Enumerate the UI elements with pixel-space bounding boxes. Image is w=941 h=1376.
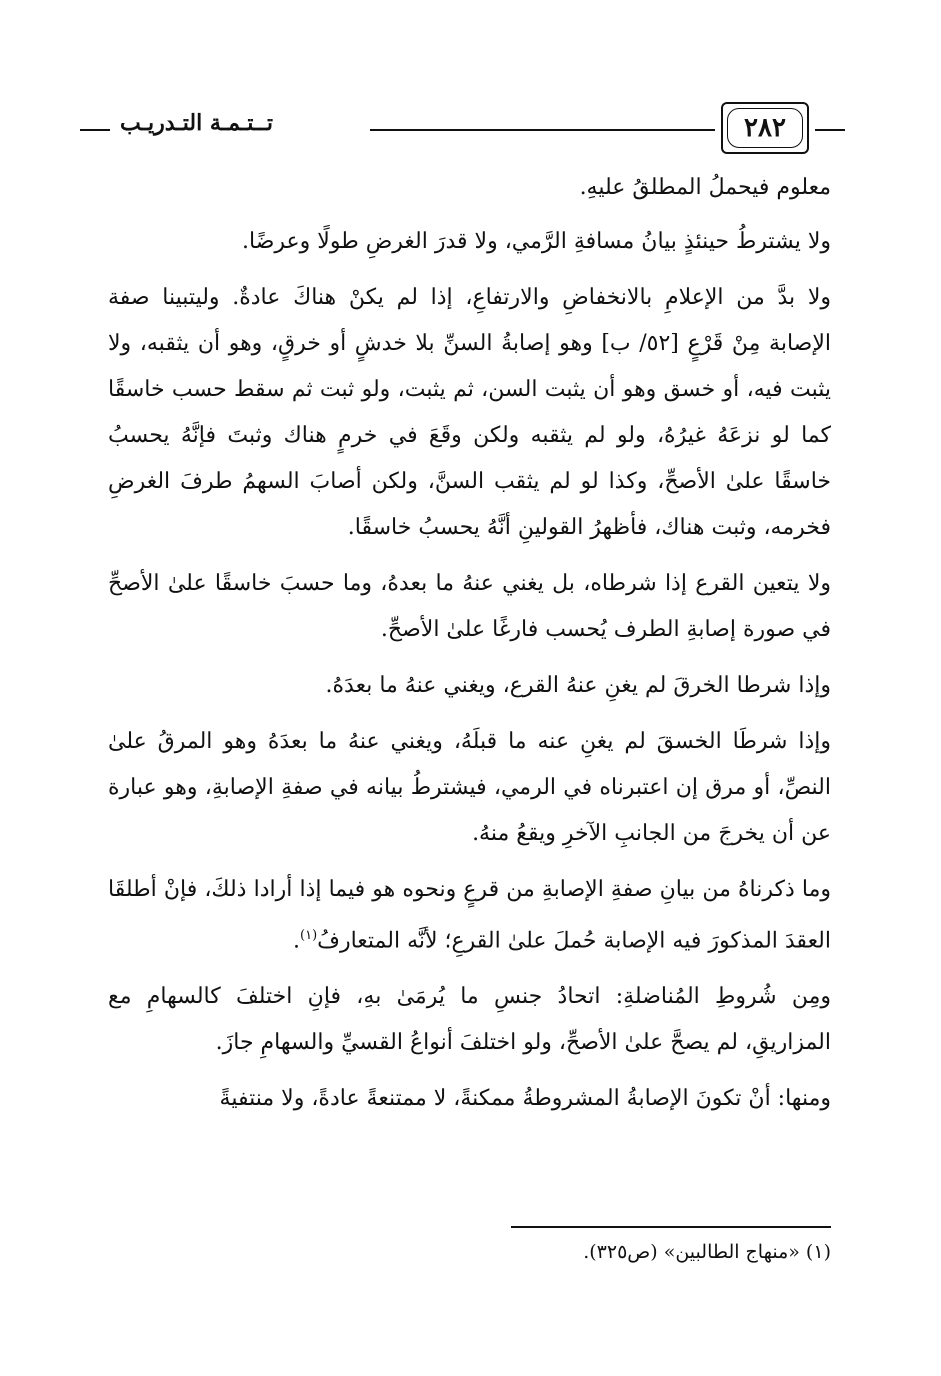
paragraph-text: وما ذكرناهُ من بيانِ صفةِ الإصابةِ من قرعٍ ونحوه هو فيما إذا أرادا ذلكَ، فإنْ أطلقَا العقدَ المذكورَ فيه الإصابة حُملَ علىٰ القرعِ؛ لأنَّه المتعارفُ [108,877,831,954]
paragraph: ومنها: أنْ تكونَ الإصابةُ المشروطةُ ممكنةً، لا ممتنعةً عادةً، ولا منتفيةً [219,1086,831,1112]
header-rule-middle [370,129,715,131]
page-number-frame [721,102,809,154]
footnote: (١) «منهاج الطالبين» (ص٣٢٥). [583,1241,831,1263]
main-text [108,165,831,1132]
header-rule-right [815,129,845,131]
header-rule-left [80,129,110,131]
page-number: ٢٨٢ [727,108,803,148]
paragraph: ولا يشترطُ حينئذٍ بيانُ مسافةِ الرَّمي، ولا قدرَ الغرضِ طولًا وعرضًا. [242,229,831,254]
paragraph: ولا بدَّ من الإعلامِ بالانخفاضِ والارتفاعِ، إذا لم يكنْ هناكَ عادةٌ. وليتبينا صفة الإصابة مِنْ قَرْعٍ [٥٢/ ب] وهو إصابةُ السنِّ بلا خدشٍ أو خرقٍ، وهو أن يثقبه، ولا يثبت فيه، أو خسق وهو أن يثبت السن، ثم يثبت، ولو ثبت ثم سقط حسب خاسقًا كما لو نزعَهُ غيرُهُ، ولو لم يثقبه ولكن وقَعَ في خرمٍ هناك وثبتَ فإنَّهُ يحسبُ خاسقًا علىٰ الأصحِّ، وكذا لو لم يثقب السنَّ، ولكن أصابَ السهمُ طرفَ الغرضِ فخرمه، وثبت هناك، فأظهرُ القولينِ أنَّهُ يحسبُ خاسقًا. [108,285,832,540]
paragraph: ومِن شُروطِ المُناضلةِ: اتحادُ جنسِ ما يُرمَىٰ بهِ، فإنِ اختلفَ كالسهامِ مع المزاريقِ، لم يصحَّ علىٰ الأصحِّ، ولو اختلفَ أنواعُ القسيِّ والسهامِ جازَ. [108,984,831,1056]
running-title: تــتـمـة التـدريـب [120,110,273,136]
paragraph: معلوم فيحملُ المطلقُ عليهِ. [579,175,831,200]
paragraph-with-footnote [108,867,831,964]
paragraph: وإذا شرطا الخرقَ لم يغنِ عنهُ القرع، ويغني عنهُ ما بعدَهُ. [325,673,831,698]
period: . [293,928,301,954]
page-header [80,100,845,160]
paragraph: ولا يتعين القرع إذا شرطاه، بل يغني عنهُ ما بعدهُ، وما حسبَ خاسقًا علىٰ الأصحِّ في صورة إصابةِ الطرف يُحسب فارغًا علىٰ الأصحِّ. [108,571,831,642]
footnote-separator [511,1226,831,1228]
paragraph: وإذا شرطَا الخسقَ لم يغنِ عنه ما قبلَهُ، ويغني عنهُ ما بعدَهُ وهو المرقُ علىٰ النصِّ، أو مرق إن اعتبرناه في الرمي، فيشترطُ بيانه في صفةِ الإصابةِ، وهو عبارة عن أن يخرجَ من الجانبِ الآخرِ ويقعُ منهُ. [108,729,831,846]
footnote-marker: (١) [300,928,318,943]
